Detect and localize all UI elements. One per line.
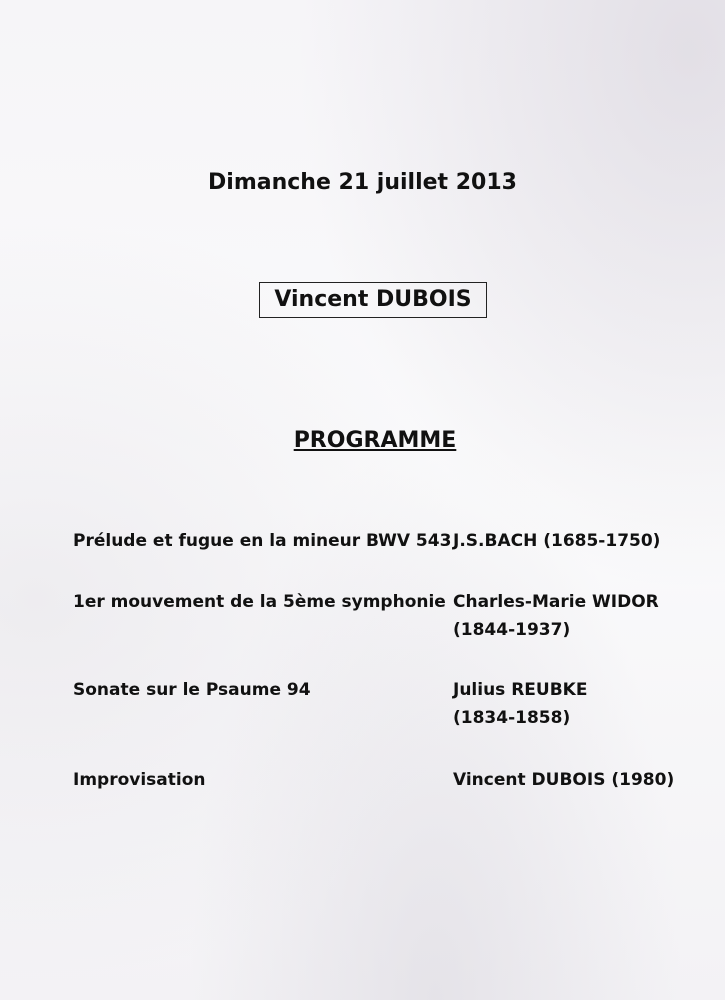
composer-line: Charles-Marie WIDOR [453,592,659,612]
composer-dates: (1844-1937) [453,620,571,640]
composer-line: Vincent DUBOIS (1980) [453,770,675,790]
program-composer [453,527,660,555]
program-work: Sonate sur le Psaume 94 [73,680,311,700]
concert-date: Dimanche 21 juillet 2013 [208,170,517,195]
program-composer [453,766,674,794]
composer-dates: (1834-1858) [453,708,571,728]
programme-heading: PROGRAMME [293,428,457,453]
performer-name: Vincent DUBOIS [259,282,487,318]
program-work: 1er mouvement de la 5ème symphonie [73,592,446,612]
composer-line: J.S.BACH (1685-1750) [453,531,661,551]
program-composer [453,588,659,644]
program-work: Improvisation [73,770,206,790]
composer-line: Julius REUBKE [453,680,588,700]
program-work: Prélude et fugue en la mineur BWV 543 [73,531,452,551]
program-composer [453,676,587,732]
